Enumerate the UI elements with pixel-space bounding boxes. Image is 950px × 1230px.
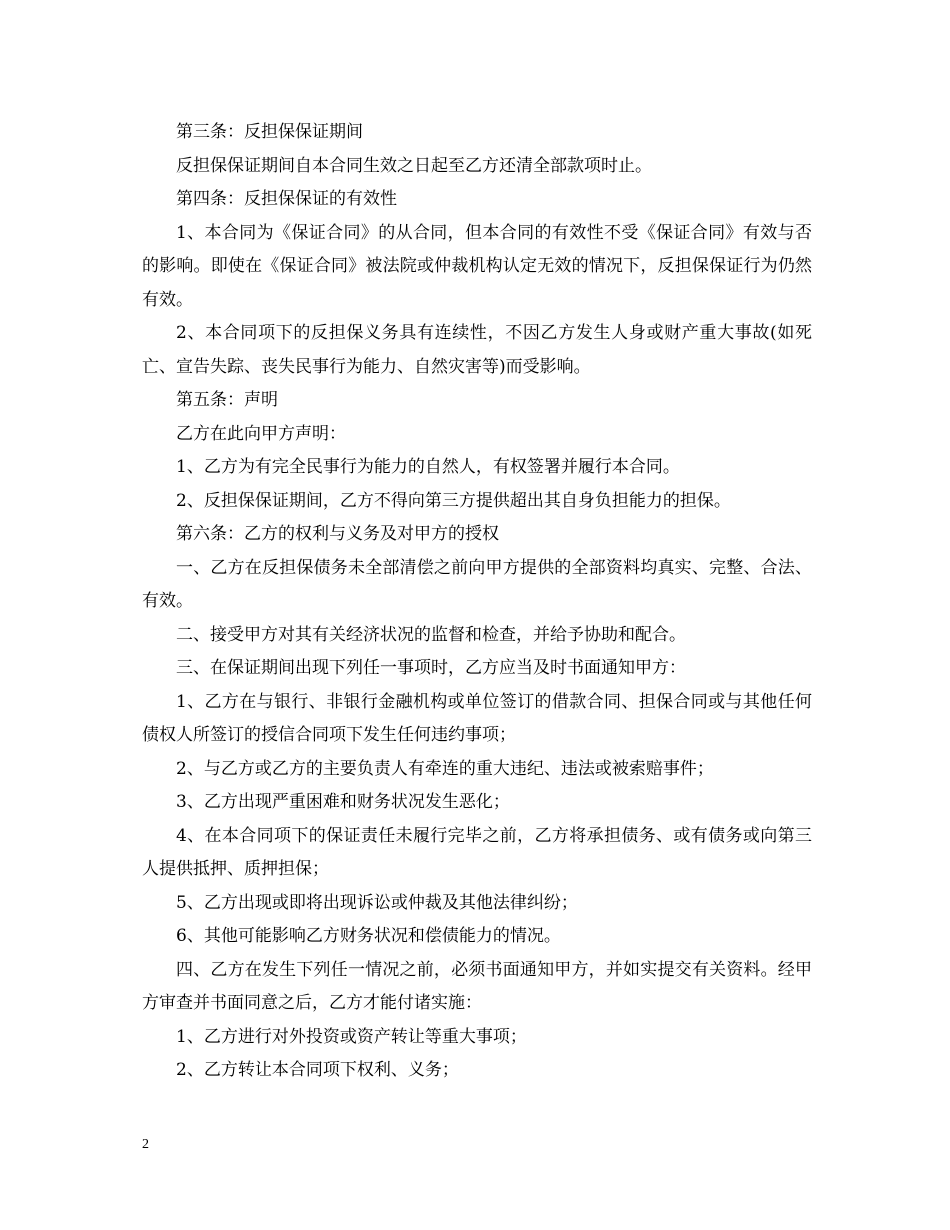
paragraph: 2、与乙方或乙方的主要负责人有牵连的重大违纪、违法或被索赔事件；: [176, 758, 714, 779]
paragraph: 反担保保证期间自本合同生效之日起至乙方还清全部款项时止。: [176, 155, 652, 176]
paragraph: 6、其他可能影响乙方财务状况和偿债能力的情况。: [176, 926, 561, 946]
page-number: 2: [142, 1137, 149, 1152]
article-6-heading: 第六条：乙方的权利与义务及对甲方的授权: [176, 524, 499, 544]
paragraph: 1、乙方为有完全民事行为能力的自然人，有权签署并履行本合同。: [176, 457, 680, 477]
paragraph: 1、乙方在与银行、非银行金融机构或单位签订的借款合同、担保合同或与其他任何债权人所签订的授信合同项下发生任何违约事项；: [142, 691, 812, 745]
article-3-heading: 第三条：反担保保证期间: [176, 122, 363, 142]
paragraph: 一、乙方在反担保债务未全部清偿之前向甲方提供的全部资料均真实、完整、合法、有效。: [142, 557, 812, 611]
paragraph: 四、乙方在发生下列任一情况之前，必须书面通知甲方，并如实提交有关资料。经甲方审查并书面同意之后，乙方才能付诸实施：: [142, 959, 812, 1013]
article-5-heading: 第五条：声明: [176, 390, 278, 410]
paragraph: 2、本合同项下的反担保义务具有连续性，不因乙方发生人身或财产重大事故(如死亡、宣告失踪、丧失民事行为能力、自然灾害等)而受影响。: [142, 323, 812, 377]
paragraph: 乙方在此向甲方声明：: [176, 423, 346, 444]
paragraph: 1、乙方进行对外投资或资产转让等重大事项；: [176, 1026, 527, 1047]
paragraph: 二、接受甲方对其有关经济状况的监督和检查，并给予协助和配合。: [176, 624, 686, 645]
paragraph: 3、乙方出现严重困难和财务状况发生恶化；: [176, 792, 510, 812]
article-4-heading: 第四条：反担保保证的有效性: [176, 189, 397, 209]
paragraph: 5、乙方出现或即将出现诉讼或仲裁及其他法律纠纷；: [176, 892, 578, 913]
document-body: [142, 116, 812, 1088]
paragraph: 三、在保证期间出现下列任一事项时，乙方应当及时书面通知甲方：: [176, 658, 686, 678]
paragraph: 2、反担保保证期间，乙方不得向第三方提供超出其自身负担能力的担保。: [176, 490, 731, 511]
paragraph: 4、在本合同项下的保证责任未履行完毕之前，乙方将承担债务、或有债务或向第三人提供抵押、质押担保；: [142, 825, 812, 879]
paragraph: 2、乙方转让本合同项下权利、义务；: [176, 1060, 459, 1080]
paragraph: 1、本合同为《保证合同》的从合同，但本合同的有效性不受《保证合同》有效与否的影响。即使在《保证合同》被法院或仲裁机构认定无效的情况下，反担保保证行为仍然有效。: [142, 222, 812, 310]
